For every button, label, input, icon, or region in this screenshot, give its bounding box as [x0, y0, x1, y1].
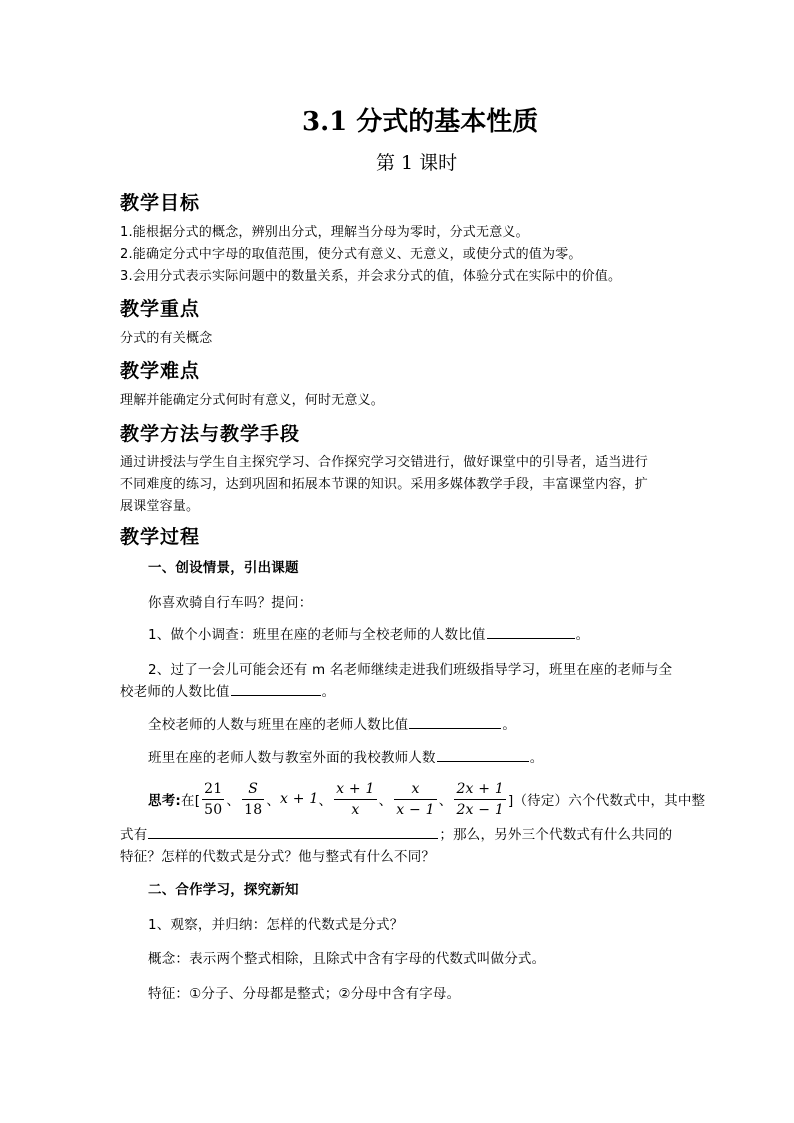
period-mark: 。: [575, 627, 590, 643]
section1-intro: 你喜欢骑自行车吗？提问：: [148, 595, 313, 611]
fraction-s-18: [242, 780, 264, 819]
think-question-line3: 特征？怎样的代数式是分式？他与整式有什么不同？: [120, 849, 436, 865]
fraction-x-over-x-minus-1: [394, 780, 436, 819]
numerator: 21: [202, 780, 224, 800]
think-label: 思考:: [148, 793, 181, 809]
page-subtitle: 第 1 课时: [376, 152, 458, 174]
period-mark: 。: [321, 684, 336, 700]
methods-line: 通过讲授法与学生自主探究学习、合作探究学习交错进行，做好课堂中的引导者，适当进行: [120, 455, 649, 470]
answer-blank[interactable]: [148, 824, 438, 839]
answer-blank[interactable]: [409, 714, 501, 729]
methods-heading: 教学方法与教学手段: [120, 423, 301, 445]
methods-line: 展课堂容量。: [120, 499, 200, 514]
separator: 、: [378, 793, 393, 809]
objective-item: 2.能确定分式中字母的取值范围，使分式有意义、无意义，或使分式的值为零。: [120, 247, 582, 262]
numerator: S: [242, 780, 264, 800]
key-points-text: 分式的有关概念: [120, 331, 213, 346]
separator: 、: [266, 793, 281, 809]
methods-line: 不同难度的练习，达到巩固和拓展本节课的知识。采用多媒体教学手段，丰富课堂内容，扩: [120, 477, 649, 492]
think-line2-prefix: 式有: [120, 827, 148, 843]
survey-question-4: [148, 746, 543, 766]
survey-question-1-text: 1、做个小调查：班里在座的老师与全校老师的人数比值: [148, 627, 486, 643]
objective-item: 3.会用分式表示实际问题中的数量关系，并会求分式的值，体验分式在实际中的价值。: [120, 269, 622, 284]
concept-features: 特征：①分子、分母都是整式；②分母中含有字母。: [148, 986, 461, 1002]
objectives-heading: 教学目标: [120, 192, 201, 214]
objective-item: 1.能根据分式的概念，辨别出分式，理解当分母为零时，分式无意义。: [120, 225, 529, 240]
section1-title: 一、创设情景，引出课题: [148, 560, 299, 576]
separator: 、: [438, 793, 453, 809]
denominator: 2x − 1: [456, 801, 504, 818]
think-suffix: ]（待定）六个代数式中，其中整: [507, 793, 706, 809]
fraction-2x-plus-1-over-2x-minus-1: [454, 780, 506, 819]
numerator: x + 1: [334, 780, 376, 800]
denominator: 50: [204, 801, 223, 818]
expression-x-plus-1: x + 1: [280, 791, 319, 807]
period-mark: 。: [502, 717, 517, 733]
separator: 、: [226, 793, 241, 809]
section2-title: 二、合作学习，探究新知: [148, 882, 299, 898]
survey-question-3: [148, 713, 516, 733]
survey-question-2-line2: [120, 680, 335, 700]
survey-question-3-text: 全校老师的人数与班里在座的老师人数比值: [148, 717, 409, 733]
difficulties-text: 理解并能确定分式何时有意义，何时无意义。: [120, 393, 385, 408]
page-title: 3.1 分式的基本性质: [302, 107, 539, 137]
fraction-21-50: [202, 780, 224, 819]
denominator: x − 1: [396, 801, 435, 818]
think-question-line1: [148, 776, 705, 822]
denominator: 18: [244, 801, 263, 818]
answer-blank[interactable]: [231, 681, 321, 696]
fraction-x-plus-1-over-x: [334, 780, 376, 819]
key-points-heading: 教学重点: [120, 298, 201, 320]
section2-item1: 1、观察，并归纳：怎样的代数式是分式？: [148, 917, 404, 933]
survey-question-1: [148, 623, 589, 643]
denominator: x: [351, 801, 360, 818]
numerator: x: [394, 780, 436, 800]
survey-question-4-text: 班里在座的老师人数与教室外面的我校教师人数: [148, 750, 436, 766]
period-mark: 。: [529, 750, 544, 766]
separator: 、: [318, 793, 333, 809]
concept-definition: 概念：表示两个整式相除，且除式中含有字母的代数式叫做分式。: [148, 951, 546, 967]
process-heading: 教学过程: [120, 526, 201, 548]
answer-blank[interactable]: [487, 624, 575, 639]
numerator: 2x + 1: [454, 780, 506, 800]
think-line2-suffix: ；那么，另外三个代数式有什么共同的: [439, 827, 673, 843]
survey-question-2-line1: 2、过了一会儿可能会还有 m 名老师继续走进我们班级指导学习，班里在座的老师与全: [148, 662, 673, 678]
answer-blank[interactable]: [437, 747, 529, 762]
think-question-line2: [120, 823, 672, 843]
think-prefix: 在[: [181, 793, 201, 809]
difficulties-heading: 教学难点: [120, 360, 201, 382]
survey-question-2-text: 校老师的人数比值: [120, 684, 230, 700]
